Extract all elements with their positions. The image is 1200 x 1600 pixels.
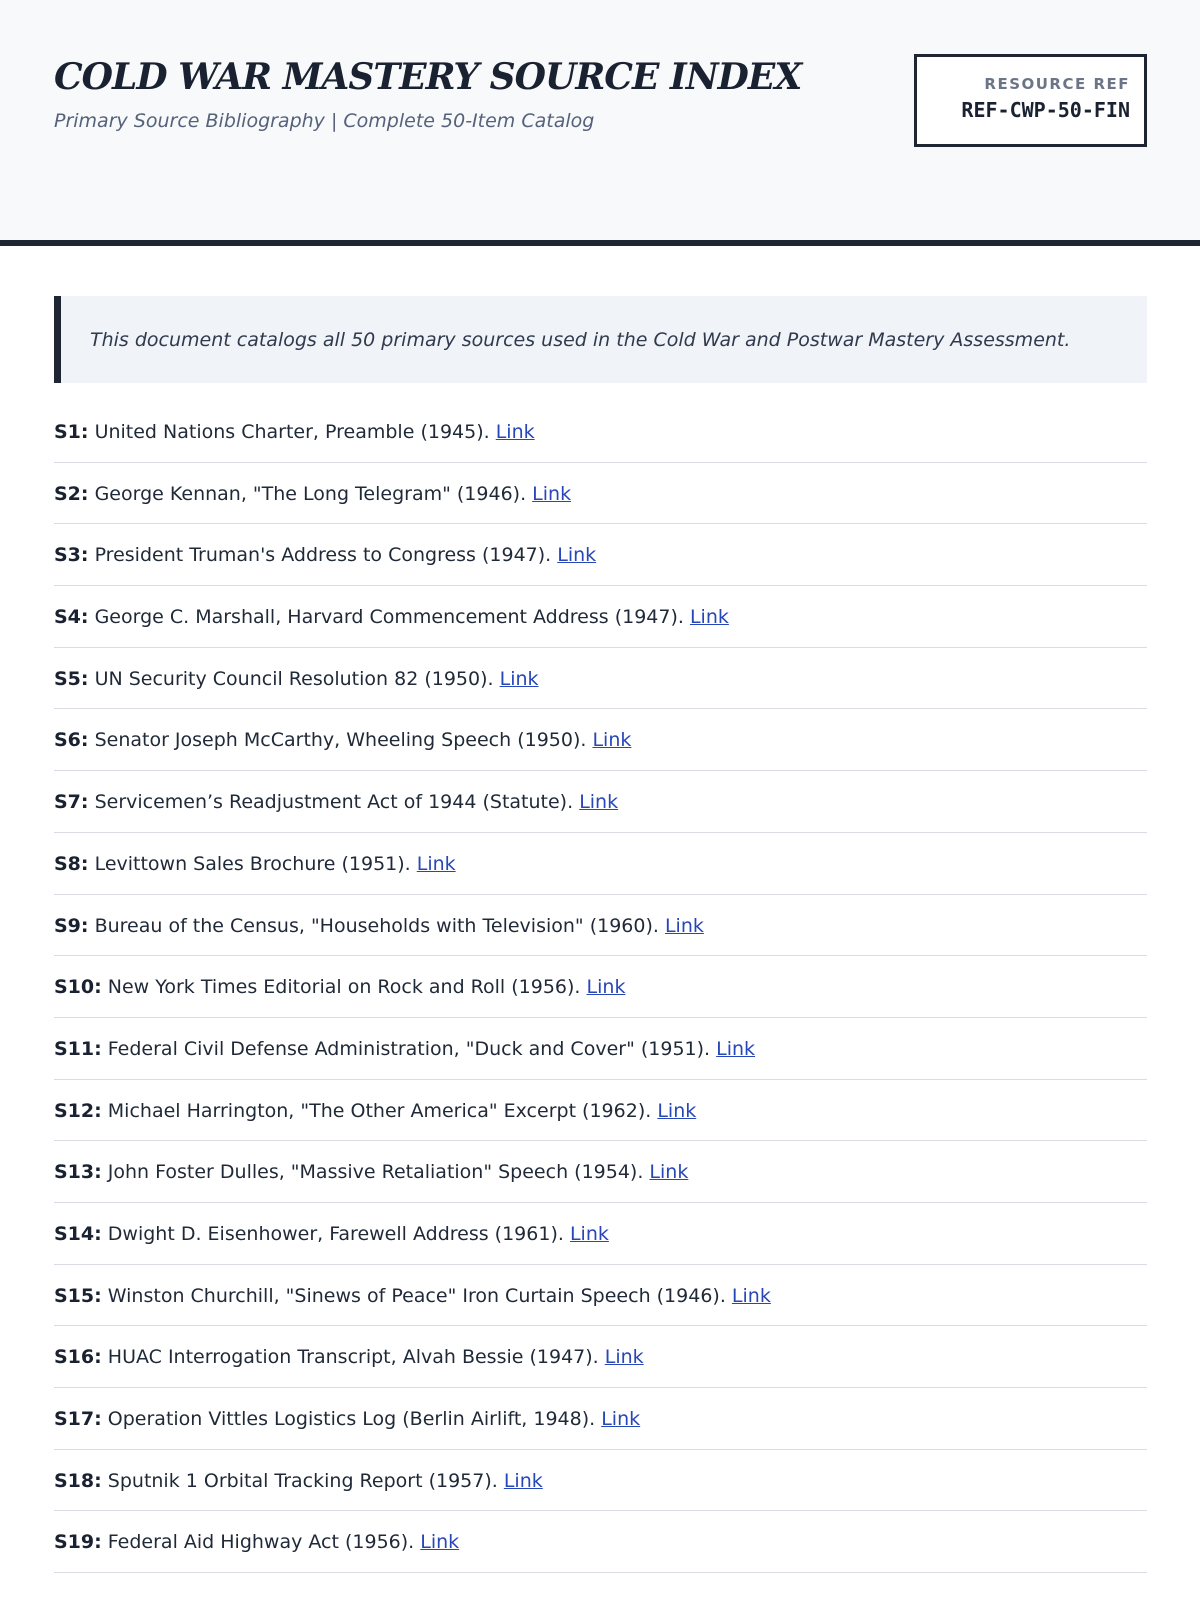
- source-id: S17:: [54, 1408, 102, 1430]
- page-subtitle: Primary Source Bibliography | Complete 50-Item Catalog: [54, 110, 595, 132]
- source-citation: George Kennan, "The Long Telegram" (1946).: [94, 482, 527, 505]
- source-id: S5:: [54, 667, 89, 690]
- source-citation: Servicemen’s Readjustment Act of 1944 (Statute).: [94, 791, 574, 814]
- source-citation: Sputnik 1 Orbital Tracking Report (1957).: [107, 1469, 498, 1492]
- source-item: [54, 1326, 1147, 1388]
- source-id: S16:: [54, 1346, 102, 1369]
- source-citation: United Nations Charter, Preamble (1945).: [94, 421, 490, 443]
- source-citation: Operation Vittles Logistics Log (Berlin Airlift, 1948).: [107, 1408, 596, 1430]
- source-id: S15:: [54, 1284, 102, 1307]
- source-citation: UN Security Council Resolution 82 (1950).: [94, 667, 494, 690]
- source-id: S13:: [54, 1161, 102, 1184]
- source-link[interactable]: Link: [604, 1346, 644, 1369]
- source-link[interactable]: Link: [592, 729, 632, 752]
- source-id: S2:: [54, 482, 89, 505]
- source-item: [54, 833, 1147, 895]
- source-citation: Dwight D. Eisenhower, Farewell Address (1961).: [107, 1222, 564, 1245]
- source-id: S12:: [54, 1099, 102, 1122]
- source-item: [54, 956, 1147, 1018]
- source-citation: Federal Aid Highway Act (1956).: [107, 1531, 415, 1554]
- source-link[interactable]: Link: [689, 606, 729, 629]
- source-item: [54, 586, 1147, 648]
- source-link[interactable]: Link: [657, 1099, 697, 1122]
- resource-ref-label: RESOURCE REF: [984, 75, 1130, 93]
- source-citation: New York Times Editorial on Rock and Roll (1956).: [107, 976, 581, 999]
- source-link[interactable]: Link: [532, 482, 572, 505]
- source-item: [54, 1265, 1147, 1327]
- source-id: S19:: [54, 1531, 102, 1554]
- source-citation: Bureau of the Census, "Households with Television" (1960).: [94, 914, 659, 937]
- source-link[interactable]: Link: [731, 1284, 771, 1307]
- source-link[interactable]: Link: [569, 1222, 609, 1245]
- source-citation: Michael Harrington, "The Other America" Excerpt (1962).: [107, 1099, 652, 1122]
- source-id: S8:: [54, 852, 89, 875]
- source-id: S9:: [54, 914, 89, 937]
- source-id: S7:: [54, 791, 89, 814]
- source-id: S3:: [54, 544, 89, 567]
- source-link[interactable]: Link: [420, 1531, 460, 1554]
- source-link[interactable]: Link: [664, 914, 704, 937]
- source-link[interactable]: Link: [586, 976, 626, 999]
- source-item: [54, 524, 1147, 586]
- source-link[interactable]: Link: [649, 1161, 689, 1184]
- source-item: [54, 771, 1147, 833]
- source-citation: Levittown Sales Brochure (1951).: [94, 852, 411, 875]
- resource-ref-code: REF-CWP-50-FIN: [961, 98, 1130, 122]
- source-item: [54, 1080, 1147, 1142]
- source-id: S11:: [54, 1037, 102, 1060]
- source-item: [54, 1511, 1147, 1573]
- source-list: [54, 401, 1147, 1573]
- source-id: S6:: [54, 729, 89, 752]
- source-item: [54, 648, 1147, 710]
- source-link[interactable]: Link: [495, 421, 535, 443]
- source-citation: President Truman's Address to Congress (1947).: [94, 544, 552, 567]
- source-item: [54, 1018, 1147, 1080]
- intro-text: This document catalogs all 50 primary sources used in the Cold War and Postwar Mastery Assessment.: [90, 328, 1071, 351]
- source-id: S4:: [54, 606, 89, 629]
- source-item: [54, 463, 1147, 525]
- source-link[interactable]: Link: [601, 1408, 641, 1430]
- source-citation: Senator Joseph McCarthy, Wheeling Speech (1950).: [94, 729, 587, 752]
- source-id: S1:: [54, 421, 89, 443]
- source-link[interactable]: Link: [499, 667, 539, 690]
- source-id: S14:: [54, 1222, 102, 1245]
- source-item: [54, 1388, 1147, 1450]
- source-link[interactable]: Link: [416, 852, 456, 875]
- source-link[interactable]: Link: [503, 1469, 543, 1492]
- source-item: [54, 895, 1147, 957]
- source-item: [54, 1203, 1147, 1265]
- source-item: [54, 401, 1147, 463]
- source-citation: HUAC Interrogation Transcript, Alvah Bessie (1947).: [107, 1346, 599, 1369]
- source-link[interactable]: Link: [716, 1037, 756, 1060]
- resource-ref-box: [914, 54, 1147, 147]
- source-citation: Federal Civil Defense Administration, "Duck and Cover" (1951).: [107, 1037, 711, 1060]
- source-item: [54, 1141, 1147, 1203]
- source-item: [54, 1450, 1147, 1512]
- source-id: S10:: [54, 976, 102, 999]
- source-citation: George C. Marshall, Harvard Commencement Address (1947).: [94, 606, 684, 629]
- source-citation: Winston Churchill, "Sinews of Peace" Iron Curtain Speech (1946).: [107, 1284, 726, 1307]
- source-link[interactable]: Link: [557, 544, 597, 567]
- intro-callout: [54, 296, 1147, 383]
- page-title: COLD WAR MASTERY SOURCE INDEX: [54, 56, 802, 98]
- source-citation: John Foster Dulles, "Massive Retaliation" Speech (1954).: [107, 1161, 644, 1184]
- main-content: [0, 296, 1200, 1573]
- page-header: [0, 0, 1200, 246]
- source-link[interactable]: Link: [579, 791, 619, 814]
- source-item: [54, 709, 1147, 771]
- source-id: S18:: [54, 1469, 102, 1492]
